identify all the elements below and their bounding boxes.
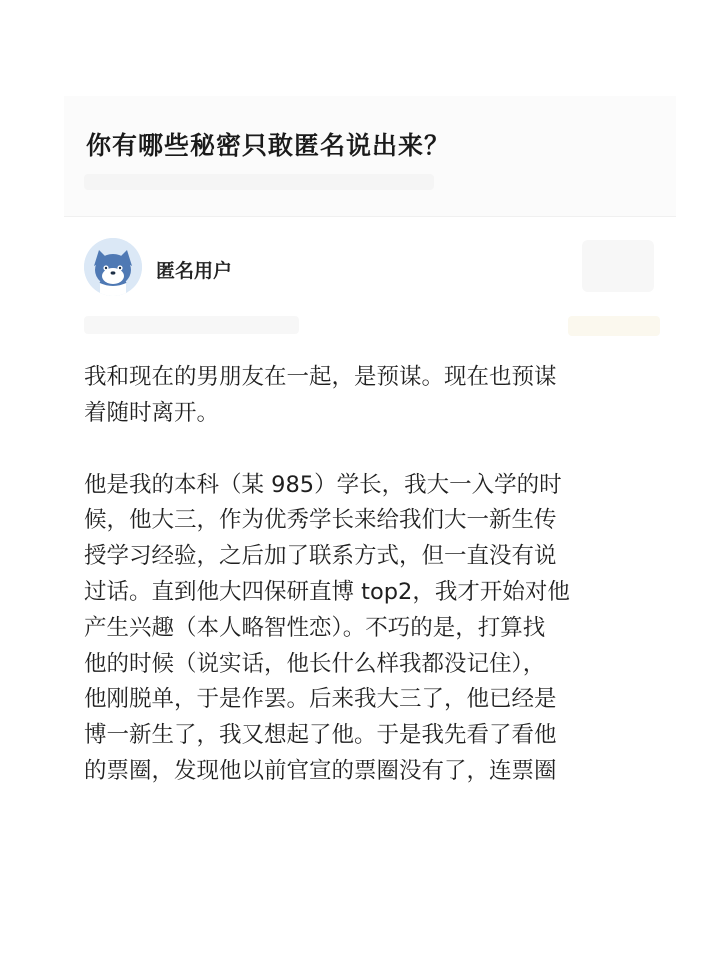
question-meta-blurred [84,174,434,190]
shiba-dog-icon [84,238,142,296]
badge-blurred [568,316,660,336]
answer-line: 他是我的本科（某 985）学长，我大一入学的时 [84,471,562,498]
answer-line: 他的时候（说实话，他长什么样我都没记住）， [84,650,546,677]
paragraph-gap [84,432,644,468]
answer-line: 过话。直到他大四保研直博 top2，我才开始对他 [84,578,570,605]
answer-line: 着随时离开。 [84,399,220,426]
answer-line: 我和现在的男朋友在一起，是预谋。现在也预谋 [84,364,557,390]
answer-line: 的票圈，发现他以前官宣的票圈没有了，连票圈 [84,757,557,784]
follow-button-blurred [582,240,654,292]
question-title[interactable]: 你有哪些秘密只敢匿名说出来？ [86,131,451,160]
answer-line: 他刚脱单，于是作罢。后来我大三了，他已经是 [84,686,557,713]
anonymous-avatar-icon[interactable] [84,238,142,296]
answer-line: 博一新生了，我又想起了他。于是我先看了看他 [84,722,557,749]
author-row[interactable] [84,238,664,338]
answer-line: 产生兴趣（本人略智性恋）。不巧的是，打算找 [84,614,546,641]
answer-line: 授学习经验，之后加了联系方式，但一直没有说 [84,543,557,570]
answer-body [84,360,644,790]
question-card[interactable] [64,96,676,217]
author-name[interactable]: 匿名用户 [156,260,233,282]
answer-line: 候，他大三，作为优秀学长来给我们大一新生传 [84,507,557,534]
author-bio-blurred [84,316,299,334]
